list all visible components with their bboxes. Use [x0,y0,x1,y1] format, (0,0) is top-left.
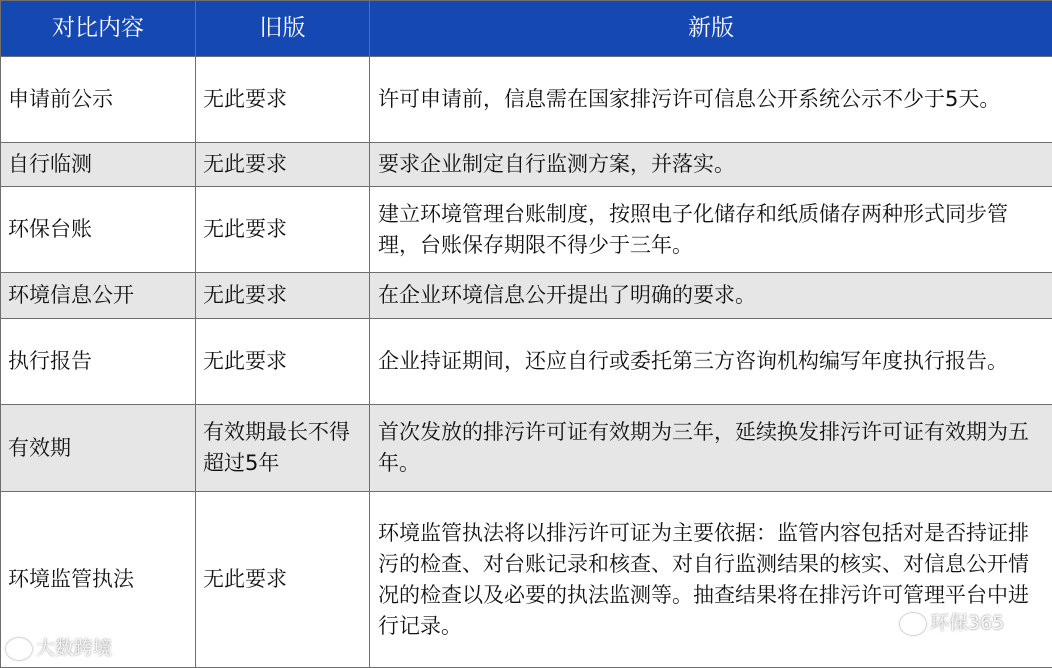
new-cell: 要求企业制定自行监测方案，并落实。 [370,143,1052,187]
item-cell: 环境监管执法 [1,492,196,668]
old-cell: 无此要求 [196,143,370,187]
table-row [1,319,1052,405]
camera-logo-icon [6,638,32,660]
table-row [1,187,1052,273]
old-cell: 无此要求 [196,319,370,405]
table-row [1,143,1052,187]
wechat-logo-icon [900,613,926,635]
table-row [1,405,1052,492]
new-cell: 建立环境管理台账制度，按照电子化储存和纸质储存两种形式同步管理，台账保存期限不得少于三年。 [370,187,1052,273]
item-cell: 自行临测 [1,143,196,187]
item-cell: 申请前公示 [1,57,196,143]
table-row [1,57,1052,143]
item-cell: 环保台账 [1,187,196,273]
new-cell: 在企业环境信息公开提出了明确的要求。 [370,273,1052,319]
header-old: 旧版 [196,1,370,57]
new-cell: 首次发放的排污许可证有效期为三年，延续换发排污许可证有效期为五年。 [370,405,1052,492]
header-new: 新版 [370,1,1052,57]
old-cell: 无此要求 [196,57,370,143]
item-cell: 执行报告 [1,319,196,405]
new-cell: 企业持证期间，还应自行或委托第三方咨询机构编写年度执行报告。 [370,319,1052,405]
item-cell: 环境信息公开 [1,273,196,319]
watermark-left: 大数跨境 [6,633,112,660]
old-cell: 无此要求 [196,187,370,273]
header-row [1,1,1052,57]
old-cell: 无此要求 [196,273,370,319]
watermark-right: 环保365 [900,608,1004,635]
old-cell: 有效期最长不得超过5年 [196,405,370,492]
header-item: 对比内容 [1,1,196,57]
item-cell: 有效期 [1,405,196,492]
table-row [1,273,1052,319]
table-row [1,492,1052,668]
new-cell: 许可申请前，信息需在国家排污许可信息公开系统公示不少于5天。 [370,57,1052,143]
new-cell: 环境监管执法将以排污许可证为主要依据：监管内容包括对是否持证排污的检查、对台账记录和核查、对自行监测结果的核实、对信息公开情况的检查以及必要的执法监测等。抽查结果将在排污许可管理平台中进行记录。 [370,492,1052,668]
old-cell: 无此要求 [196,492,370,668]
